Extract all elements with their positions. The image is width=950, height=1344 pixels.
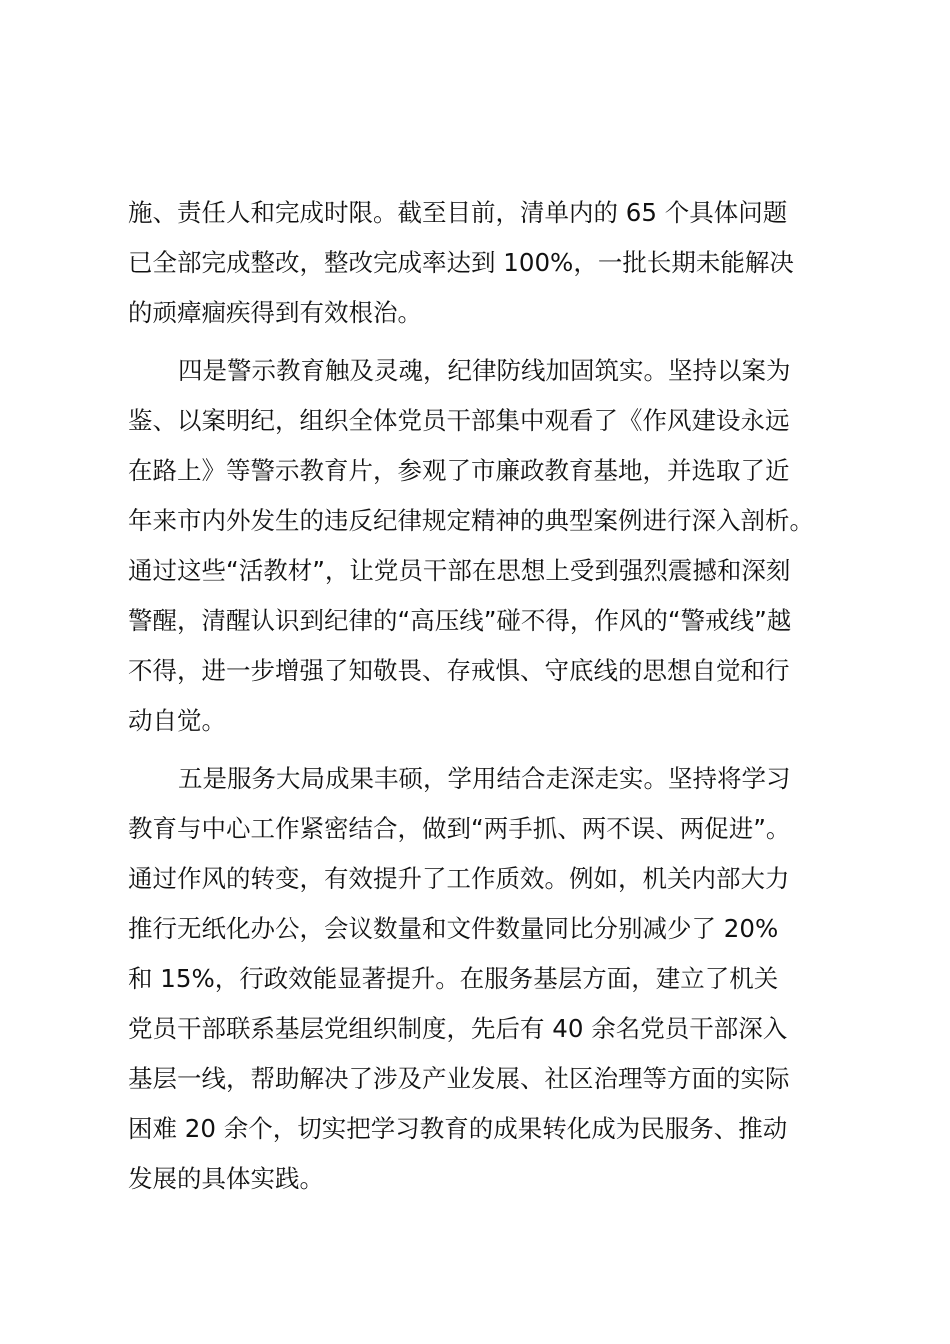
text-line: 和 15%，行政效能显著提升。在服务基层方面，建立了机关 xyxy=(128,964,779,993)
text-line: 党员干部联系基层党组织制度，先后有 40 余名党员干部深入 xyxy=(128,1014,788,1043)
text-line: 年来市内外发生的违反纪律规定精神的典型案例进行深入剖析。 xyxy=(128,506,814,535)
text-line: 困难 20 余个，切实把学习教育的成果转化成为民服务、推动 xyxy=(128,1114,788,1143)
text-line: 四是警示教育触及灵魂，纪律防线加固筑实。坚持以案为 xyxy=(178,356,791,385)
text-line: 在路上》等警示教育片，参观了市廉政教育基地，并选取了近 xyxy=(128,456,790,485)
paragraph-continuation xyxy=(128,188,848,338)
text-line: 的顽瘴痼疾得到有效根治。 xyxy=(128,298,422,327)
text-line: 教育与中心工作紧密结合，做到“两手抓、两不误、两促进”。 xyxy=(128,814,791,843)
document-page xyxy=(128,188,848,1212)
text-line: 基层一线，帮助解决了涉及产业发展、社区治理等方面的实际 xyxy=(128,1064,790,1093)
text-line: 推行无纸化办公，会议数量和文件数量同比分别减少了 20% xyxy=(128,914,779,943)
text-line: 鉴、以案明纪，组织全体党员干部集中观看了《作风建设永远 xyxy=(128,406,790,435)
paragraph-serving-overall xyxy=(128,754,848,1204)
text-line: 五是服务大局成果丰硕，学用结合走深走实。坚持将学习 xyxy=(178,764,791,793)
text-line: 警醒，清醒认识到纪律的“高压线”碰不得，作风的“警戒线”越 xyxy=(128,606,792,635)
text-line: 发展的具体实践。 xyxy=(128,1164,324,1193)
text-line: 通过这些“活教材”，让党员干部在思想上受到强烈震撼和深刻 xyxy=(128,556,791,585)
paragraph-warning-education xyxy=(128,346,848,746)
text-line: 通过作风的转变，有效提升了工作质效。例如，机关内部大力 xyxy=(128,864,790,893)
text-line: 动自觉。 xyxy=(128,706,226,735)
text-line: 已全部完成整改，整改完成率达到 100%，一批长期未能解决 xyxy=(128,248,794,277)
text-line: 施、责任人和完成时限。截至目前，清单内的 65 个具体问题 xyxy=(128,198,788,227)
text-line: 不得，进一步增强了知敬畏、存戒惧、守底线的思想自觉和行 xyxy=(128,656,790,685)
